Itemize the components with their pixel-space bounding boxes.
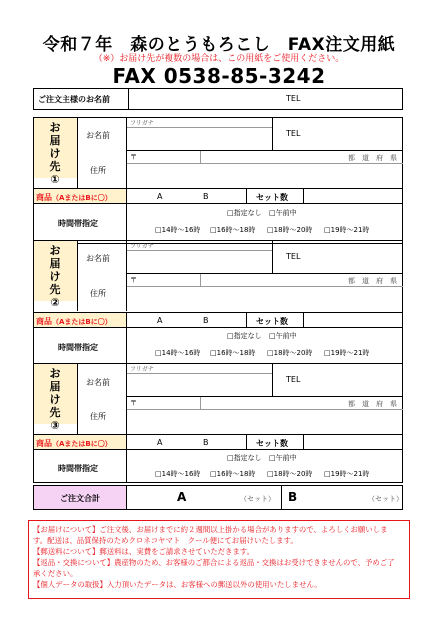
orderer-name-field[interactable] bbox=[128, 89, 273, 109]
page-title: 令和７年 森のとうもろこし FAX注文用紙 bbox=[42, 35, 396, 55]
address-label-2: 住所 bbox=[90, 289, 106, 298]
destination-label-3: お 届 け 先 ③ bbox=[49, 367, 61, 432]
time-none-1[interactable]: □指定なし bbox=[227, 209, 262, 217]
option-b-2[interactable]: B bbox=[203, 316, 209, 325]
option-a-3[interactable]: A bbox=[157, 438, 163, 447]
address-field-1[interactable] bbox=[127, 164, 402, 188]
time-18-1[interactable]: □18時～20時 bbox=[267, 226, 313, 234]
tel-field-3[interactable] bbox=[306, 364, 402, 395]
time-14-3[interactable]: □14時～16時 bbox=[155, 470, 201, 478]
name-field-1[interactable] bbox=[127, 128, 272, 148]
address-label-1: 住所 bbox=[90, 166, 106, 175]
note-line: 【お届けについて】ご注文後、お届けまでに約２週間以上掛かる場合がありますので、よろしくお願いしま bbox=[33, 525, 388, 534]
product-label-1: 商品（AまたはBに〇） bbox=[36, 193, 112, 202]
set-count-label-2: セット数 bbox=[256, 317, 288, 326]
note-line: 承ください。 bbox=[33, 569, 78, 578]
time-am-3[interactable]: □午前中 bbox=[269, 454, 297, 462]
orderer-tel-field[interactable] bbox=[306, 89, 402, 109]
name-label-3: お名前 bbox=[86, 378, 110, 387]
time-19-1[interactable]: □19時～21時 bbox=[324, 226, 370, 234]
note-line: 【返品・交換について】農産物のため、お客様のご都合による返品・交換はお受けできませんので、予めご了 bbox=[33, 558, 395, 567]
prefecture-label-2: 都 道 府 県 bbox=[348, 277, 397, 285]
time-18-3[interactable]: □18時～20時 bbox=[267, 470, 313, 478]
destination-label-1: お 届 け 先 ① bbox=[49, 121, 61, 186]
time-19-3[interactable]: □19時～21時 bbox=[324, 470, 370, 478]
set-count-label-3: セット数 bbox=[256, 439, 288, 448]
total-b-field[interactable] bbox=[302, 486, 366, 509]
furigana-label-3: フリガナ bbox=[130, 366, 154, 373]
product-label-2: 商品（AまたはBに〇） bbox=[36, 317, 112, 326]
set-count-label-1: セット数 bbox=[256, 193, 288, 202]
prefecture-label-3: 都 道 府 県 bbox=[348, 400, 397, 408]
orderer-tel-label: TEL bbox=[286, 94, 301, 103]
note-line: 【郵送料について】郵送料は、実費をご請求させていただきます。 bbox=[33, 547, 254, 556]
time-am-1[interactable]: □午前中 bbox=[269, 209, 297, 217]
set-count-field-1[interactable] bbox=[304, 189, 402, 203]
name-field-3[interactable] bbox=[127, 374, 272, 394]
total-a-unit: （セット） bbox=[240, 495, 275, 503]
total-a-label: A bbox=[177, 490, 187, 504]
address-field-3[interactable] bbox=[127, 410, 402, 434]
time-16-2[interactable]: □16時～18時 bbox=[210, 349, 256, 357]
option-a-2[interactable]: A bbox=[157, 316, 163, 325]
destination-label-2: お 届 け 先 ② bbox=[49, 244, 61, 309]
prefecture-label-1: 都 道 府 県 bbox=[348, 154, 397, 162]
note-line: 【個人データの取扱】入力頂いたデータは、お客様への郵送以外の使用いたしません。 bbox=[33, 580, 322, 589]
time-14-2[interactable]: □14時～16時 bbox=[155, 349, 201, 357]
note-line: す。配送は、品質保持のためクロネコヤマト クール便にてお届けいたします。 bbox=[33, 536, 298, 545]
time-19-2[interactable]: □19時～21時 bbox=[324, 349, 370, 357]
fax-number: FAX 0538-85-3242 bbox=[112, 64, 326, 88]
time-18-2[interactable]: □18時～20時 bbox=[267, 349, 313, 357]
set-count-field-3[interactable] bbox=[304, 435, 402, 449]
tel-field-1[interactable] bbox=[306, 118, 402, 149]
set-count-field-2[interactable] bbox=[304, 313, 402, 327]
option-b-1[interactable]: B bbox=[203, 192, 209, 201]
option-a-1[interactable]: A bbox=[157, 192, 163, 201]
furigana-label-2: フリガナ bbox=[130, 243, 154, 250]
time-label-3: 時間帯指定 bbox=[58, 464, 98, 473]
name-label-1: お名前 bbox=[86, 131, 110, 140]
tel-label-1: TEL bbox=[286, 129, 301, 138]
furigana-label-1: フリガナ bbox=[130, 120, 154, 127]
address-label-3: 住所 bbox=[90, 412, 106, 421]
total-b-label: B bbox=[288, 490, 298, 504]
total-b-unit: （セット） bbox=[368, 495, 403, 503]
tel-field-2[interactable] bbox=[306, 241, 402, 272]
time-16-1[interactable]: □16時～18時 bbox=[210, 226, 256, 234]
time-16-3[interactable]: □16時～18時 bbox=[210, 470, 256, 478]
product-label-3: 商品（AまたはBに〇） bbox=[36, 439, 112, 448]
time-label-2: 時間帯指定 bbox=[58, 343, 98, 352]
address-field-2[interactable] bbox=[127, 287, 402, 311]
time-am-2[interactable]: □午前中 bbox=[269, 332, 297, 340]
postal-mark-1: 〒 bbox=[130, 153, 137, 161]
tel-label-3: TEL bbox=[286, 375, 301, 384]
orderer-label: ご注文主様のお名前 bbox=[38, 95, 110, 104]
time-none-3[interactable]: □指定なし bbox=[227, 454, 262, 462]
name-label-2: お名前 bbox=[86, 254, 110, 263]
time-none-2[interactable]: □指定なし bbox=[227, 332, 262, 340]
total-label: ご注文合計 bbox=[60, 494, 100, 503]
total-a-field[interactable] bbox=[195, 486, 275, 509]
postal-mark-2: 〒 bbox=[130, 276, 137, 284]
tel-label-2: TEL bbox=[286, 252, 301, 261]
option-b-3[interactable]: B bbox=[203, 438, 209, 447]
time-14-1[interactable]: □14時～16時 bbox=[155, 226, 201, 234]
name-field-2[interactable] bbox=[127, 251, 272, 271]
time-label-1: 時間帯指定 bbox=[58, 219, 98, 228]
postal-mark-3: 〒 bbox=[130, 399, 137, 407]
subtitle: （※）お届け先が複数の場合は、この用紙をご使用ください。 bbox=[93, 54, 345, 64]
notes-box bbox=[28, 520, 410, 599]
